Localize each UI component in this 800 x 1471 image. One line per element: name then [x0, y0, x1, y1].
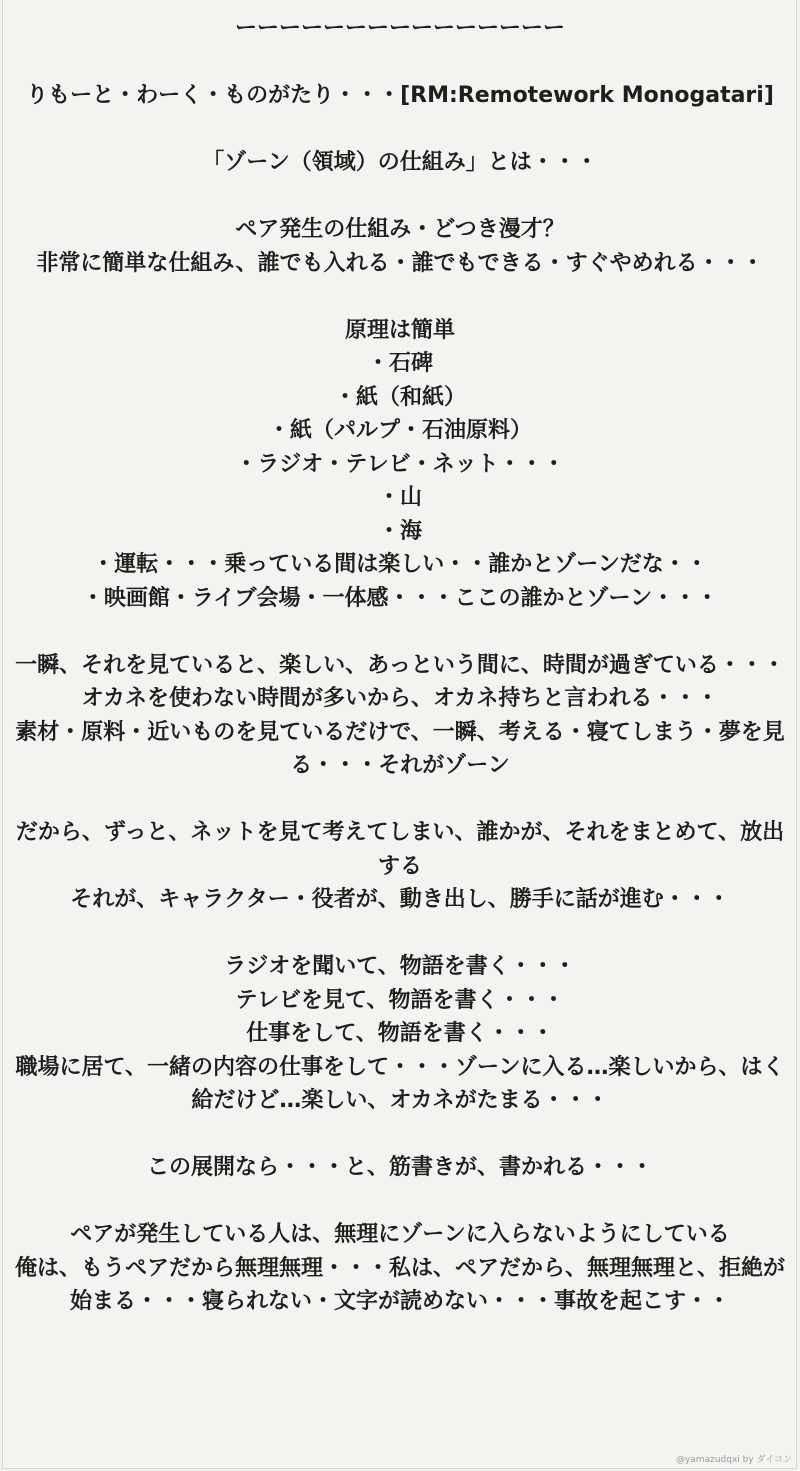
blank-line: [14, 1118, 786, 1152]
document-title: りもーと・わーく・ものがたり・・・[RM:Remotework Monogatari]: [26, 83, 774, 108]
text-line: ペア発生の仕組み・どつき漫才？: [235, 217, 565, 242]
text-line: ラジオを聞いて、物語を書く・・・: [224, 954, 576, 979]
list-item: ・ラジオ・テレビ・ネット・・・: [235, 451, 565, 477]
text-line: テレビを見て、物語を書く・・・: [235, 987, 565, 1013]
blank-line: [14, 180, 786, 214]
list-item: ・紙（パルプ・石油原料）: [267, 418, 532, 443]
text-line: 素材・原料・近いものを見ているだけで、一瞬、考える・寝てしまう・夢を見る・・・それがゾーン: [15, 719, 785, 778]
text-line: 職場に居て、一緒の内容の仕事をして・・・ゾーンに入る…楽しいから、はく給だけど…楽しい、オカネがたまる・・・: [15, 1054, 785, 1113]
text-line: 非常に簡単な仕組み、誰でも入れる・誰でもできる・すぐやめれる・・・: [36, 250, 764, 276]
blank-line: [14, 783, 786, 817]
text-line: この展開なら・・・と、筋書きが、書かれる・・・: [146, 1155, 653, 1180]
blank-line: [14, 615, 786, 649]
text-line: だから、ずっと、ネットを見て考えてしまい、誰かが、それをまとめて、放出する: [15, 820, 785, 879]
blank-line: [14, 280, 786, 314]
text-line: それが、キャラクター・役者が、動き出し、勝手に話が進む・・・: [70, 887, 730, 912]
divider-line: ーーーーーーーーーーーーーーー: [234, 16, 565, 41]
text-line: 原理は簡単: [344, 317, 455, 343]
list-item: ・紙（和紙）: [333, 384, 466, 410]
text-line: ペアが発生している人は、無理にゾーンに入らないようにしている: [70, 1222, 730, 1247]
blank-line: [14, 46, 786, 80]
text-line: オカネを使わない時間が多いから、オカネ持ちと言われる・・・: [81, 686, 719, 711]
list-item: ・石碑: [366, 351, 433, 376]
text-line: 仕事をして、物語を書く・・・: [246, 1021, 554, 1046]
blank-line: [14, 917, 786, 951]
text-line: 一瞬、それを見ていると、楽しい、あっという間に、時間が過ぎている・・・: [15, 652, 785, 678]
section-heading: 「ゾーン（領域）の仕組み」とは・・・: [202, 150, 598, 175]
list-item: ・映画館・ライブ会場・一体感・・・ここの誰かとゾーン・・・: [81, 585, 719, 611]
blank-line: [14, 1185, 786, 1219]
blank-line: [14, 113, 786, 147]
list-item: ・山: [377, 485, 422, 510]
document-body: [14, 12, 786, 1319]
text-line: 俺は、もうペアだから無理無理・・・私は、ペアだから、無理無理と、拒絶が始まる・・・寝られない・文字が読めない・・・事故を起こす・・: [14, 1255, 785, 1314]
list-item: ・海: [377, 518, 422, 544]
author-credit: @yamazudqxi by ダイコン: [675, 1455, 792, 1465]
list-item: ・運転・・・乗っている間は楽しい・・誰かとゾーンだな・・: [92, 552, 708, 577]
